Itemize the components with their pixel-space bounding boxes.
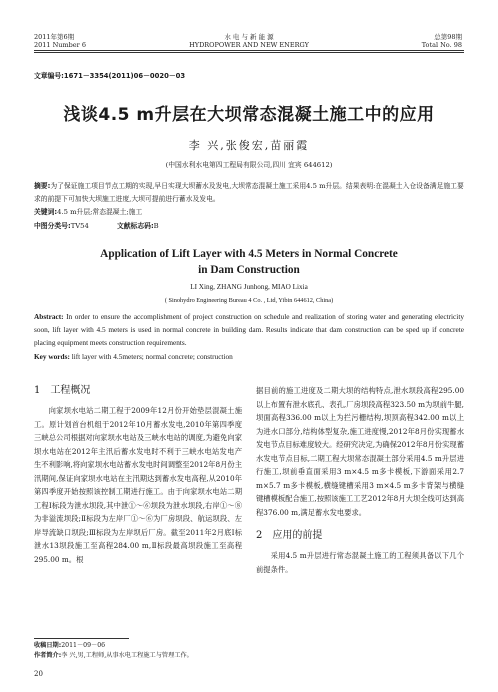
section-1-number: 1 <box>34 385 41 396</box>
section-2-paragraph: 采用4.5 m升层进行常态混凝土施工的工程须具备以下几个前提条件。 <box>256 551 464 574</box>
classification <box>34 220 159 230</box>
abstract-cn-label: 摘要: <box>34 182 51 190</box>
issue-cn: 2011年第6期 <box>34 33 75 41</box>
author-bio-label: 作者简介: <box>34 651 62 659</box>
keywords-cn <box>34 206 142 216</box>
doc-label: 文献标志码: <box>116 222 154 230</box>
right-paragraph: 据目前的施工进度及二期大坝的结构特点,泄水坝段高程295.00以上布置有泄水底孔、表孔,厂房坝段高程323.50 m为坝前牛腿,坝面高程336.00 m以上为拦污栅结构,坝顶高程342.00 m以上为进水口部分,结构体型复杂,施工进度慢,2012年8月份实现蓄水发电节点目标难度较大。经研究决定,为确保2012年8月份实现蓄水发电节点目标,二期工程大坝常态混凝土部分采用4.5 m升层进行施工,坝前垂直面采用3 m×4.5 m多卡模板,下游面采用2.7 m×5.7 m多卡模板,横缝键槽采用3 m×4.5 m多卡背架与横缝键槽模板配合施工,按照该施工工艺2012年8月大坝全线可达到高程376.00 m,满足蓄水发电要求。 <box>256 386 464 517</box>
keywords-cn-text: 4.5 m升层;常态混凝土;施工 <box>57 208 143 216</box>
total-cn: 总第98期 <box>434 33 462 41</box>
journal-name-en: HYDROPOWER AND NEW ENERGY <box>189 41 309 49</box>
authors-en: LI Xing, ZHANG Junhong, MIAO Lixia <box>190 283 308 291</box>
header-rule <box>34 50 464 51</box>
right-column <box>256 384 464 576</box>
doc-value: B <box>153 222 159 230</box>
received-label: 收稿日期: <box>34 642 62 649</box>
affiliation-en: ( Sinohydro Engineering Bureau 4 Co. , Ltd, Yibin 644612, China) <box>164 297 334 304</box>
clc-value: TV54 <box>70 222 89 230</box>
title-cn: 浅谈4.5 m升层在大坝常态混凝土施工中的应用 <box>63 105 435 125</box>
affiliation-cn: (中国水利水电第四工程局有限公司,四川 宜宾 644612) <box>165 161 333 169</box>
clc-label: 中图分类号: <box>34 222 71 230</box>
article-number: 文章编号:1671－3354(2011)06－0020－03 <box>34 72 186 80</box>
authors-cn: 李 兴,张俊宏,苗丽霞 <box>188 139 310 152</box>
abstract-cn <box>34 180 464 205</box>
section-2-heading <box>256 529 464 543</box>
abstract-en-label: Abstract: <box>34 312 64 321</box>
section-1-paragraph: 向家坝水电站二期工程于2009年12月份开始垫层混凝土施工。原计划首台机组于2012年10月蓄水发电,2010年第四季度三峡总公司根据对向家坝水电站及三峡水电站的调度,为避免向家坝水电站在2012年主汛后蓄水发电时不利于三峡水电站发电产生不利影响,将向家坝水电站蓄水发电时间调整至2012年8月份主汛期间,保证向家坝水电站在主汛期达到蓄水发电高程,从2010年第四季度开始按照该控制工期进行施工。由于向家坝水电站二期工程Ⅰ标段为泄水坝段,其中泄①～⑥坝段为泄水坝段,右岸①～⑧为非溢流坝段;Ⅱ标段为左岸厂①～⑥为厂房坝段、航运坝段、左岸导流缺口坝段;Ⅲ标段为左岸坝后厂房。截至2011年2月底Ⅰ标泄水13坝段施工至高程284.00 m,Ⅱ标段最高坝段施工至高程295.00 m。根 <box>34 406 242 564</box>
keywords-cn-label: 关键词: <box>34 208 58 216</box>
title-en-line2: in Dam Construction <box>198 263 300 276</box>
footnote <box>34 641 242 660</box>
received-value: 2011－09－06 <box>61 642 106 649</box>
total-en: Total No. 98 <box>421 41 462 49</box>
section-2-number: 2 <box>256 530 263 541</box>
section-2-title: 应用的前提 <box>272 530 323 541</box>
section-1-title: 工程概况 <box>50 385 91 396</box>
title-en-line1: Application of Lift Layer with 4.5 Meters in Normal Concrete <box>100 248 398 260</box>
keywords-en-label: Key words: <box>34 352 70 361</box>
title-en <box>0 247 498 278</box>
author-bio <box>34 651 242 661</box>
abstract-cn-text: 为了保证施工项目节点工期的实现,早日实现大坝蓄水及发电,大坝常态混凝土施工采用4.5 m升层。结果表明:在混凝土入仓设备满足施工要求的前提下可加快大坝施工进度,大坝可提前进行蓄水及发电。 <box>34 182 464 203</box>
issue-en: 2011 Number 6 <box>34 41 86 49</box>
abstract-en-text: In order to ensure the accomplishment of project construction on schedule and realization of storing water and generating electricity soon, lift layer with 4.5 meters is used in normal concrete in building dam. Results indicate that dam construction can be sped up if concrete placing equipment meets construction requirements. <box>34 312 464 347</box>
header-rule-2 <box>34 52 464 53</box>
author-bio-value: 李 兴,男,工程师,从事水电工程施工与管理工作。 <box>61 651 193 659</box>
section-1-heading <box>34 384 242 398</box>
keywords-en <box>34 352 233 361</box>
received-date <box>34 641 242 651</box>
journal-name-cn: 水 电 与 新 能 源 <box>224 33 274 41</box>
footnote-rule <box>34 638 129 639</box>
abstract-en <box>34 310 464 349</box>
journal-total <box>422 33 462 49</box>
left-column <box>34 384 242 566</box>
keywords-en-text: lift layer with 4.5meters; normal concrete; construction <box>69 352 233 361</box>
page-number: 20 <box>34 670 43 678</box>
